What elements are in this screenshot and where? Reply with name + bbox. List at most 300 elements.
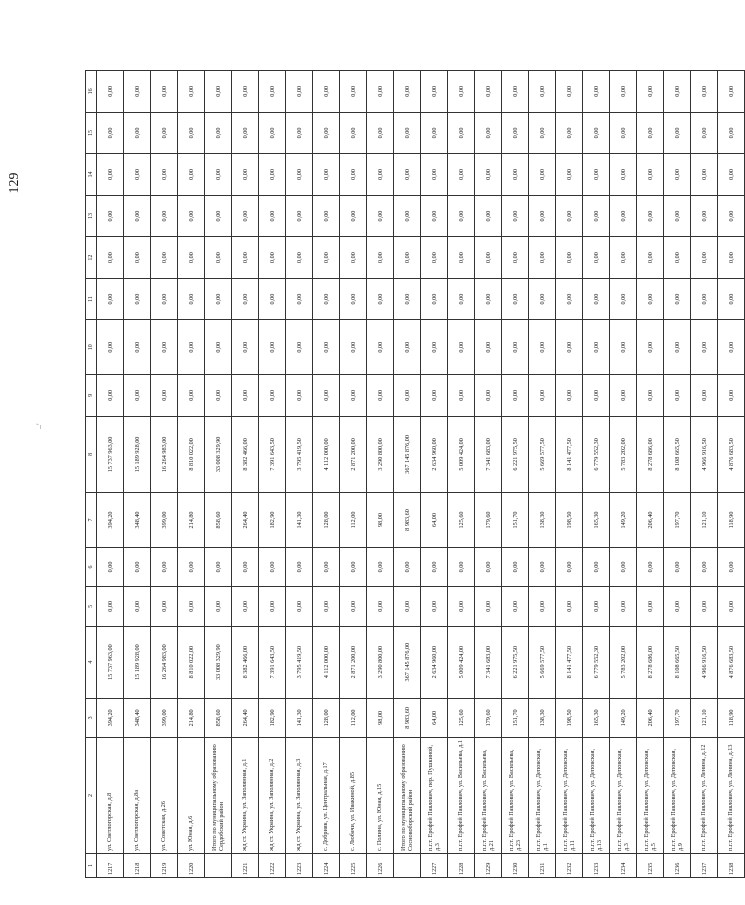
value-cell: 0,00 (421, 375, 448, 417)
value-cell: 0,00 (448, 195, 475, 237)
total-row (394, 71, 421, 878)
value-cell: 0,00 (718, 195, 745, 237)
value-cell: 0,00 (151, 547, 178, 586)
value-cell: 0,00 (556, 71, 583, 113)
value-cell: 0,00 (610, 154, 637, 196)
value-cell: 197,70 (664, 698, 691, 737)
value-cell: 0,00 (610, 375, 637, 417)
value-cell: 0,00 (475, 71, 502, 113)
value-cell: 0,00 (232, 154, 259, 196)
value-cell: 214,80 (178, 698, 205, 737)
value-cell: 0,00 (421, 547, 448, 586)
value-cell: 149,20 (610, 493, 637, 548)
value-cell: 179,60 (475, 493, 502, 548)
value-cell: 15 189 928,00 (124, 626, 151, 698)
value-cell: 0,00 (313, 547, 340, 586)
value-cell: 0,00 (394, 154, 421, 196)
value-cell: 0,00 (610, 112, 637, 154)
value-cell: 8 382 466,00 (232, 416, 259, 493)
value-cell: 0,00 (178, 71, 205, 113)
value-cell: 0,00 (340, 320, 367, 375)
value-cell: 0,00 (475, 587, 502, 626)
value-cell: 0,00 (556, 237, 583, 279)
row-index-cell: 1217 (97, 853, 124, 877)
page-number: 129 (7, 172, 22, 194)
value-cell: 4 112 000,00 (313, 626, 340, 698)
value-cell: 0,00 (637, 320, 664, 375)
column-header-11: 11 (86, 278, 97, 320)
value-cell: 0,00 (340, 375, 367, 417)
value-cell: 399,00 (151, 493, 178, 548)
table-row (421, 71, 448, 878)
row-index-cell: 1224 (313, 853, 340, 877)
value-cell: 0,00 (448, 547, 475, 586)
value-cell: 118,90 (718, 493, 745, 548)
table-row (583, 71, 610, 878)
value-cell: 0,00 (475, 237, 502, 279)
value-cell: 0,00 (502, 320, 529, 375)
value-cell: 206,40 (637, 493, 664, 548)
table-row (340, 71, 367, 878)
value-cell: 0,00 (664, 237, 691, 279)
value-cell: 3 290 800,00 (367, 416, 394, 493)
value-cell: 0,00 (232, 587, 259, 626)
value-cell: 0,00 (286, 237, 313, 279)
address-cell: п.г.т. Ерофей Павлович, ул. Ленина, д.13 (718, 738, 745, 854)
value-cell: 0,00 (610, 71, 637, 113)
value-cell: 0,00 (367, 587, 394, 626)
value-cell: 0,00 (502, 195, 529, 237)
value-cell: 0,00 (718, 587, 745, 626)
value-cell: 0,00 (475, 375, 502, 417)
value-cell: 8 278 686,00 (637, 416, 664, 493)
value-cell: 0,00 (97, 154, 124, 196)
value-cell: 264,40 (232, 493, 259, 548)
value-cell: 0,00 (124, 195, 151, 237)
row-index-cell: 1221 (232, 853, 259, 877)
value-cell: 0,00 (556, 587, 583, 626)
value-cell: 0,00 (637, 375, 664, 417)
row-index-cell: 1220 (178, 853, 205, 877)
value-cell: 0,00 (718, 112, 745, 154)
value-cell: 0,00 (313, 112, 340, 154)
row-index-cell: 1238 (718, 853, 745, 877)
value-cell: 0,00 (124, 71, 151, 113)
value-cell: 6 779 552,30 (583, 416, 610, 493)
row-index-cell: 1235 (637, 853, 664, 877)
value-cell: 0,00 (637, 587, 664, 626)
value-cell: 3 795 419,50 (286, 626, 313, 698)
value-cell: 0,00 (97, 375, 124, 417)
value-cell: 0,00 (583, 547, 610, 586)
value-cell: 8 810 022,00 (178, 626, 205, 698)
value-cell: 0,00 (448, 278, 475, 320)
row-index-cell: 1225 (340, 853, 367, 877)
value-cell: 0,00 (610, 195, 637, 237)
rotated-table-container (85, 70, 745, 878)
value-cell: 206,40 (637, 698, 664, 737)
value-cell: 0,00 (124, 320, 151, 375)
table-row (367, 71, 394, 878)
row-index-cell: 1228 (448, 853, 475, 877)
value-cell: 0,00 (394, 547, 421, 586)
value-cell: 0,00 (313, 195, 340, 237)
value-cell: 0,00 (394, 71, 421, 113)
value-cell: 0,00 (178, 278, 205, 320)
value-cell: 5 669 577,50 (529, 416, 556, 493)
value-cell: 0,00 (448, 71, 475, 113)
value-cell: 0,00 (664, 375, 691, 417)
value-cell: 0,00 (691, 195, 718, 237)
value-cell: 0,00 (502, 154, 529, 196)
value-cell: 0,00 (205, 278, 232, 320)
value-cell: 0,00 (286, 320, 313, 375)
value-cell: 367 145 876,00 (394, 626, 421, 698)
value-cell: 15 189 928,00 (124, 416, 151, 493)
value-cell: 0,00 (151, 278, 178, 320)
margin-mark: –ʹ (35, 423, 44, 429)
value-cell: 0,00 (151, 195, 178, 237)
value-cell: 0,00 (421, 320, 448, 375)
value-cell: 0,00 (529, 112, 556, 154)
value-cell: 15 737 963,00 (97, 416, 124, 493)
total-row (205, 71, 232, 878)
value-cell: 0,00 (232, 71, 259, 113)
value-cell: 0,00 (529, 320, 556, 375)
address-cell: жд ст. Украина, ул. Заполянная, д.2 (259, 738, 286, 854)
value-cell: 0,00 (502, 278, 529, 320)
value-cell: 5 783 202,00 (610, 626, 637, 698)
address-cell: п.г.т. Ерофей Павлович, ул. Деповская, д.9 (664, 738, 691, 854)
value-cell: 0,00 (124, 547, 151, 586)
row-index-cell: 1223 (286, 853, 313, 877)
value-cell: 0,00 (313, 154, 340, 196)
value-cell: 0,00 (394, 587, 421, 626)
value-cell: 0,00 (421, 71, 448, 113)
value-cell: 0,00 (664, 154, 691, 196)
value-cell: 4 966 916,50 (691, 416, 718, 493)
value-cell: 125,60 (448, 698, 475, 737)
value-cell: 0,00 (448, 375, 475, 417)
table-row (556, 71, 583, 878)
table-row (637, 71, 664, 878)
value-cell: 0,00 (556, 154, 583, 196)
address-cell: ул. Светлогорская, д.8 (97, 738, 124, 854)
value-cell: 0,00 (448, 587, 475, 626)
value-cell: 0,00 (691, 112, 718, 154)
value-cell: 4 966 916,50 (691, 626, 718, 698)
value-cell: 0,00 (367, 237, 394, 279)
value-cell: 8 141 477,50 (556, 626, 583, 698)
value-cell: 0,00 (448, 237, 475, 279)
value-cell: 16 264 983,00 (151, 626, 178, 698)
value-cell: 0,00 (502, 375, 529, 417)
row-index-cell (394, 853, 421, 877)
value-cell: 0,00 (664, 71, 691, 113)
value-cell: 0,00 (97, 320, 124, 375)
row-index-cell: 1231 (529, 853, 556, 877)
value-cell: 0,00 (259, 112, 286, 154)
column-header-14: 14 (86, 154, 97, 196)
value-cell: 0,00 (691, 375, 718, 417)
value-cell: 2 871 200,00 (340, 416, 367, 493)
table-row (691, 71, 718, 878)
value-cell: 182,90 (259, 493, 286, 548)
value-cell: 0,00 (205, 237, 232, 279)
value-cell: 0,00 (259, 71, 286, 113)
value-cell: 0,00 (664, 278, 691, 320)
value-cell: 0,00 (691, 320, 718, 375)
value-cell: 0,00 (97, 587, 124, 626)
value-cell: 0,00 (610, 320, 637, 375)
address-cell: ул. Советская, д.26 (151, 738, 178, 854)
value-cell: 6 779 552,30 (583, 626, 610, 698)
value-cell: 0,00 (97, 278, 124, 320)
table-body (97, 71, 745, 878)
value-cell: 0,00 (340, 587, 367, 626)
value-cell: 0,00 (151, 320, 178, 375)
value-cell: 0,00 (718, 154, 745, 196)
value-cell: 6 221 975,50 (502, 416, 529, 493)
value-cell: 0,00 (124, 375, 151, 417)
value-cell: 0,00 (178, 375, 205, 417)
value-cell: 0,00 (340, 547, 367, 586)
value-cell: 138,30 (529, 493, 556, 548)
value-cell: 0,00 (718, 375, 745, 417)
value-cell: 0,00 (151, 71, 178, 113)
value-cell: 0,00 (367, 278, 394, 320)
value-cell: 6 221 975,50 (502, 626, 529, 698)
value-cell: 0,00 (556, 278, 583, 320)
value-cell: 0,00 (718, 320, 745, 375)
value-cell: 0,00 (664, 195, 691, 237)
row-index-cell: 1227 (421, 853, 448, 877)
value-cell: 112,00 (340, 493, 367, 548)
value-cell: 348,40 (124, 493, 151, 548)
column-header-15: 15 (86, 112, 97, 154)
value-cell: 0,00 (475, 154, 502, 196)
column-header-1: 1 (86, 853, 97, 877)
row-index-cell: 1230 (502, 853, 529, 877)
row-index-cell: 1237 (691, 853, 718, 877)
value-cell: 128,00 (313, 698, 340, 737)
value-cell: 98,00 (367, 698, 394, 737)
value-cell: 0,00 (394, 112, 421, 154)
table-row (313, 71, 340, 878)
address-cell: с. Любачи, ул. Ивакиной, д.85 (340, 738, 367, 854)
value-cell: 0,00 (691, 71, 718, 113)
value-cell: 0,00 (286, 547, 313, 586)
value-cell: 0,00 (556, 112, 583, 154)
value-cell: 0,00 (259, 375, 286, 417)
table-row (502, 71, 529, 878)
value-cell: 0,00 (340, 71, 367, 113)
value-cell: 0,00 (475, 278, 502, 320)
row-index-cell: 1219 (151, 853, 178, 877)
value-cell: 394,20 (97, 493, 124, 548)
table-row (610, 71, 637, 878)
value-cell: 0,00 (286, 154, 313, 196)
value-cell: 214,80 (178, 493, 205, 548)
value-cell: 8 108 665,50 (664, 416, 691, 493)
address-cell: п.г.т. Ерофей Павлович, ул. Васильева, д.23 (502, 738, 529, 854)
value-cell: 0,00 (637, 195, 664, 237)
value-cell: 8 141 477,50 (556, 416, 583, 493)
value-cell: 0,00 (421, 278, 448, 320)
value-cell: 0,00 (313, 237, 340, 279)
row-index-cell: 1233 (583, 853, 610, 877)
value-cell: 8 983,60 (394, 698, 421, 737)
value-cell: 0,00 (421, 587, 448, 626)
value-cell: 2 871 200,00 (340, 626, 367, 698)
value-cell: 0,00 (313, 71, 340, 113)
value-cell: 0,00 (259, 587, 286, 626)
value-cell: 0,00 (583, 154, 610, 196)
value-cell: 0,00 (421, 195, 448, 237)
value-cell: 0,00 (124, 154, 151, 196)
row-index-cell: 1236 (664, 853, 691, 877)
value-cell: 0,00 (502, 547, 529, 586)
table-row (286, 71, 313, 878)
address-cell: п.г.т. Ерофей Павлович, ул. Деповская, д.13 (583, 738, 610, 854)
value-cell: 0,00 (475, 547, 502, 586)
table-row (529, 71, 556, 878)
value-cell: 0,00 (205, 154, 232, 196)
address-cell: ул. Юная, д.6 (178, 738, 205, 854)
table-row (151, 71, 178, 878)
value-cell: 16 264 983,00 (151, 416, 178, 493)
value-cell: 64,00 (421, 698, 448, 737)
value-cell: 197,70 (664, 493, 691, 548)
value-cell: 0,00 (340, 112, 367, 154)
value-cell: 0,00 (475, 320, 502, 375)
column-header-9: 9 (86, 375, 97, 417)
value-cell: 0,00 (718, 278, 745, 320)
address-cell: Итого по муниципальному образованию Сосновоборский район (394, 738, 421, 854)
value-cell: 0,00 (259, 547, 286, 586)
value-cell: 0,00 (610, 587, 637, 626)
value-cell: 0,00 (367, 320, 394, 375)
value-cell: 0,00 (637, 154, 664, 196)
value-cell: 0,00 (502, 71, 529, 113)
value-cell: 0,00 (529, 375, 556, 417)
value-cell: 0,00 (664, 547, 691, 586)
value-cell: 7 341 683,00 (475, 626, 502, 698)
value-cell: 0,00 (421, 112, 448, 154)
table-row (178, 71, 205, 878)
value-cell: 0,00 (286, 375, 313, 417)
address-cell: Итого по муниципальному образованию Сердобский район (205, 738, 232, 854)
value-cell: 0,00 (313, 587, 340, 626)
value-cell: 0,00 (259, 237, 286, 279)
value-cell: 0,00 (97, 547, 124, 586)
value-cell: 15 737 963,00 (97, 626, 124, 698)
value-cell: 3 290 800,00 (367, 626, 394, 698)
value-cell: 0,00 (340, 195, 367, 237)
address-cell: ул. Светлогорская, д.8а (124, 738, 151, 854)
value-cell: 0,00 (286, 587, 313, 626)
value-cell: 3 795 419,50 (286, 416, 313, 493)
value-cell: 0,00 (583, 587, 610, 626)
column-header-8: 8 (86, 416, 97, 493)
value-cell: 0,00 (151, 375, 178, 417)
value-cell: 0,00 (556, 375, 583, 417)
column-header-5: 5 (86, 587, 97, 626)
table-row (232, 71, 259, 878)
value-cell: 0,00 (583, 375, 610, 417)
value-cell: 0,00 (637, 547, 664, 586)
value-cell: 0,00 (583, 237, 610, 279)
table-row (718, 71, 745, 878)
row-index-cell: 1218 (124, 853, 151, 877)
value-cell: 7 341 683,00 (475, 416, 502, 493)
value-cell: 0,00 (178, 587, 205, 626)
value-cell: 0,00 (97, 71, 124, 113)
value-cell: 0,00 (529, 278, 556, 320)
value-cell: 5 783 202,00 (610, 416, 637, 493)
value-cell: 264,40 (232, 698, 259, 737)
value-cell: 0,00 (205, 320, 232, 375)
value-cell: 0,00 (664, 587, 691, 626)
column-header-2: 2 (86, 738, 97, 854)
value-cell: 0,00 (232, 195, 259, 237)
value-cell: 0,00 (475, 195, 502, 237)
value-cell: 5 009 424,00 (448, 416, 475, 493)
value-cell: 0,00 (583, 71, 610, 113)
value-cell: 0,00 (448, 112, 475, 154)
address-cell: п.г.т. Ерофей Павлович, ул. Деповская, д.11 (556, 738, 583, 854)
value-cell: 0,00 (97, 112, 124, 154)
value-cell: 0,00 (718, 547, 745, 586)
value-cell: 0,00 (259, 195, 286, 237)
value-cell: 0,00 (664, 320, 691, 375)
value-cell: 198,50 (556, 493, 583, 548)
value-cell: 151,70 (502, 493, 529, 548)
value-cell: 367 145 876,00 (394, 416, 421, 493)
value-cell: 198,50 (556, 698, 583, 737)
table-row (475, 71, 502, 878)
value-cell: 0,00 (286, 278, 313, 320)
value-cell: 0,00 (313, 320, 340, 375)
value-cell: 118,90 (718, 698, 745, 737)
value-cell: 0,00 (178, 320, 205, 375)
row-index-cell: 1226 (367, 853, 394, 877)
value-cell: 0,00 (637, 278, 664, 320)
address-cell: с. Добрияк, ул. Центральная, д.17 (313, 738, 340, 854)
value-cell: 0,00 (124, 112, 151, 154)
value-cell: 0,00 (691, 154, 718, 196)
column-header-16: 16 (86, 71, 97, 113)
address-cell: п.г.т. Ерофей Павлович, ул. Деповская, д.5 (637, 738, 664, 854)
value-cell: 858,60 (205, 698, 232, 737)
value-cell: 0,00 (232, 320, 259, 375)
value-cell: 0,00 (502, 112, 529, 154)
address-cell: жд ст. Украина, ул. Заполянная, д.3 (286, 738, 313, 854)
value-cell: 0,00 (637, 237, 664, 279)
value-cell: 0,00 (205, 112, 232, 154)
value-cell: 0,00 (583, 320, 610, 375)
value-cell: 858,60 (205, 493, 232, 548)
value-cell: 151,70 (502, 698, 529, 737)
value-cell: 0,00 (205, 195, 232, 237)
value-cell: 0,00 (205, 547, 232, 586)
value-cell: 0,00 (340, 278, 367, 320)
value-cell: 0,00 (502, 237, 529, 279)
column-header-6: 6 (86, 547, 97, 586)
value-cell: 0,00 (529, 71, 556, 113)
housing-register-table (85, 70, 745, 878)
value-cell: 0,00 (151, 112, 178, 154)
